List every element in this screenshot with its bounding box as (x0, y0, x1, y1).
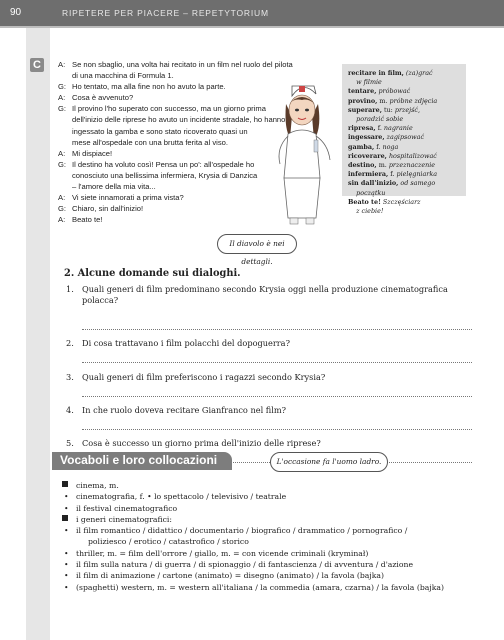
answer-line[interactable] (82, 329, 472, 330)
glossary-entry: sin dall'inizio, od samego początku (348, 179, 436, 197)
speaker-label: G: (58, 204, 67, 214)
page-number: 90 (10, 7, 22, 18)
glossary-entry: gamba, f. noga (348, 142, 399, 151)
vocab-item: • il film di animazione / cartone (animato) = disegno (animato) / la favola (bajka) (62, 570, 487, 581)
dialogue-text: Se non sbaglio, una volta hai recitato in un film nel ruolo del pilota (72, 60, 293, 69)
dialogue-text: Chiaro, sin dall'inizio! (72, 204, 144, 214)
proverb-bubble: L'occasione fa l'uomo ladro. (270, 452, 388, 472)
dialogue-text: Il destino ha voluto così! Pensa un po': all'ospedale ho (72, 159, 255, 169)
nurse-illustration (270, 78, 336, 228)
answer-line[interactable] (82, 429, 472, 430)
question-item: 4. In che ruolo doveva recitare Gianfranco nel film? (66, 405, 287, 415)
dialogue-text: Mi dispiace! (72, 148, 113, 158)
square-bullet-icon (62, 481, 68, 487)
speaker-label: A: (58, 193, 66, 203)
dialogue-text: conosciuto una bellissima infermiera, Krysia di Danzica (72, 170, 258, 180)
dialogue-text: Vi siete innamorati a prima vista? (72, 193, 184, 203)
vocab-item: • il film sulla natura / di guerra / di spionaggio / di fantascienza / di avventura / d'azione (62, 559, 487, 570)
dialogue-text: Beato te! (72, 215, 103, 225)
header-divider (0, 26, 504, 28)
exercise-title: 2. Alcune domande sui dialoghi. (64, 268, 241, 279)
dialogue-text: Ho tentato, ma alla fine non ho avuto la parte. (72, 82, 226, 92)
vocab-heading: cinema, m. (62, 480, 487, 491)
dialogue-text: Cosa è avvenuto? (72, 93, 134, 103)
vocab-item: • thriller, m. = film dell'orrore / giallo, m. = con vicende criminali (kryminał) (62, 548, 487, 559)
dialogue-text: di una macchina di Formula 1. (72, 71, 174, 81)
vocab-item: • cinematografia, f. • lo spettacolo / televisivo / teatrale (62, 491, 487, 502)
glossary-entry: infermiera, f. pielęgniarka (348, 170, 438, 179)
vocab-item: • (spaghetti) western, m. = western all'italiana / la commedia (amara, czarna) / la favola (bajka) (62, 582, 487, 593)
left-margin-stripe (26, 28, 50, 640)
square-bullet-icon (62, 515, 68, 521)
vocabulary-list (62, 480, 487, 593)
speaker-label: G: (58, 159, 67, 169)
glossary-entry: ricoverare, hospitalizować (348, 151, 437, 160)
glossary-entry: superare, tu: przejść, poradzić sobie (348, 105, 421, 124)
speaker-label: G: (58, 82, 67, 92)
question-item: 1. Quali generi di film predominano secondo Krysia oggi nella produzione cinematografica polacca? (66, 284, 448, 305)
answer-line[interactable] (82, 362, 472, 363)
glossary-entry: ingessare, zagipsować (348, 133, 425, 142)
question-item: 2. Di cosa trattavano i film polacchi del dopoguerra? (66, 338, 290, 348)
dialogue-text: ingessato la gamba e sono stato ricoverato quasi un (72, 126, 248, 136)
dialogue-text: – l'amore della mia vita... (72, 182, 156, 192)
question-item: 3. Quali generi di film preferiscono i ragazzi secondo Krysia? (66, 372, 326, 382)
glossary-box (342, 64, 466, 216)
dialogue-text: dell'inizio delle riprese ho avuto un incidente stradale, ho hanno (72, 115, 286, 125)
glossary-entry: Beato te! Szczęściarz z ciebie! (348, 197, 421, 216)
section-letter-badge: C (30, 58, 44, 72)
vocab-heading: i generi cinematografici: (62, 514, 487, 525)
speaker-label: A: (58, 215, 66, 225)
vocab-item-continuation: poliziesco / erotico / catastrofico / storico (88, 537, 249, 547)
answer-line[interactable] (82, 396, 472, 397)
glossary-entry: ripresa, f. nagranie (348, 124, 413, 133)
speaker-label: A: (58, 93, 66, 103)
speech-bubble: Il diavolo è nei dettagli. (217, 234, 297, 254)
dialogue-text: mese all'ospedale con una brutta ferita al viso. (72, 137, 228, 147)
vocab-item: • il festival cinematografico (62, 503, 487, 514)
speaker-label: A: (58, 148, 66, 158)
running-header-title: RIPETERE PER PIACERE – REPETYTORIUM (62, 8, 269, 18)
question-item: 5. Cosa è successo un giorno prima dell'inizio delle riprese? (66, 438, 321, 448)
dialogue-text: Il provino l'ho superato con successo, ma un giorno prima (72, 104, 266, 114)
glossary-entry: destino, m. przeznaczenie (348, 161, 436, 170)
speaker-label: A: (58, 60, 66, 69)
glossary-entry: tentare, próbować (348, 87, 411, 96)
glossary-entry: provino, m. próbne zdjęcia (348, 96, 438, 105)
glossary-entry: recitare in film, (za)grać w filmie (348, 69, 433, 87)
section-title: Vocaboli e loro collocazioni (60, 453, 218, 467)
vocab-item: • il film romantico / didattico / documentario / biografico / drammatico / pornografico / (62, 525, 487, 536)
speaker-label: G: (58, 104, 67, 114)
